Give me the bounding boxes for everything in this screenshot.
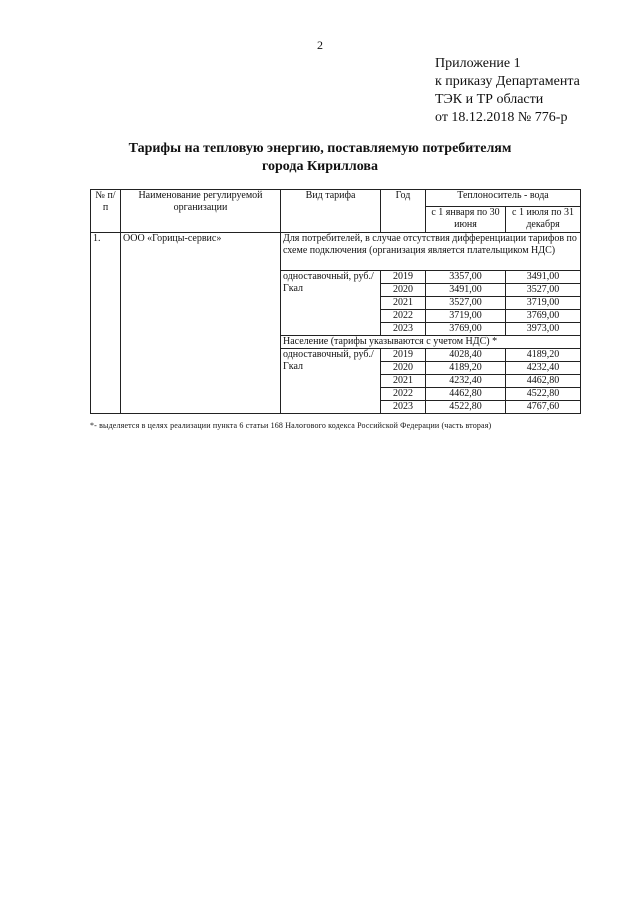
table-cell-value: 4232,40 xyxy=(506,362,581,375)
table-cell-value: 4767,60 xyxy=(506,401,581,414)
section-title: Для потребителей, в случае отсутствия дифференциации тарифов по схеме подключения (организация является плательщиком НДС) xyxy=(281,233,581,271)
header-tariff-kind: Вид тарифа xyxy=(281,190,381,233)
appendix-line: к приказу Департамента xyxy=(435,74,580,89)
appendix-line: от 18.12.2018 № 776-р xyxy=(435,110,568,125)
table-cell-year: 2022 xyxy=(381,310,426,323)
table-cell-year: 2020 xyxy=(381,284,426,297)
table-cell-value: 3527,00 xyxy=(506,284,581,297)
appendix-line: ТЭК и ТР области xyxy=(435,92,544,107)
table-cell-value: 4462,80 xyxy=(426,388,506,401)
tariff-kind: одноставочный, руб./Гкал xyxy=(281,349,381,414)
tariff-table xyxy=(90,189,581,414)
table-cell-year: 2023 xyxy=(381,401,426,414)
table-cell-value: 4522,80 xyxy=(426,401,506,414)
table-cell-year: 2021 xyxy=(381,375,426,388)
table-cell-value: 3491,00 xyxy=(426,284,506,297)
tariff-kind: одноставочный, руб./Гкал xyxy=(281,271,381,336)
table-cell-year: 2019 xyxy=(381,349,426,362)
title-line: Тарифы на тепловую энергию, поставляемую потребителям xyxy=(128,141,512,156)
organization-name: ООО «Горицы-сервис» xyxy=(121,233,281,414)
header-second-half: с 1 июля по 31 декабря xyxy=(506,207,581,233)
appendix-header xyxy=(435,55,580,127)
table-cell-year: 2020 xyxy=(381,362,426,375)
table-cell-value: 4232,40 xyxy=(426,375,506,388)
table-cell-value: 3769,00 xyxy=(506,310,581,323)
table-cell-year: 2021 xyxy=(381,297,426,310)
table-cell-year: 2023 xyxy=(381,323,426,336)
table-cell-value: 4189,20 xyxy=(426,362,506,375)
table-cell-value: 4462,80 xyxy=(506,375,581,388)
appendix-line: Приложение 1 xyxy=(435,56,521,71)
table-cell-year: 2019 xyxy=(381,271,426,284)
title-line: города Кириллова xyxy=(262,159,378,174)
header-first-half: с 1 января по 30 июня xyxy=(426,207,506,233)
table-cell-value: 3973,00 xyxy=(506,323,581,336)
section-title: Население (тарифы указываются с учетом НДС) * xyxy=(281,336,581,349)
header-heat-carrier: Теплоноситель - вода xyxy=(426,190,581,207)
table-cell-value: 3719,00 xyxy=(426,310,506,323)
table-cell-value: 3357,00 xyxy=(426,271,506,284)
table-cell-value: 4028,40 xyxy=(426,349,506,362)
table-cell-value: 3719,00 xyxy=(506,297,581,310)
header-year: Год xyxy=(381,190,426,233)
table-cell-year: 2022 xyxy=(381,388,426,401)
header-num: № п/п xyxy=(91,190,121,233)
table-cell-value: 3527,00 xyxy=(426,297,506,310)
table-cell-value: 4189,20 xyxy=(506,349,581,362)
document-title xyxy=(0,140,640,176)
table-cell-value: 3491,00 xyxy=(506,271,581,284)
table-cell-value: 4522,80 xyxy=(506,388,581,401)
page-number: 2 xyxy=(317,38,323,52)
footnote: *- выделяется в целях реализации пункта 6 статьи 168 Налогового кодекса Российской Федерации (часть вторая) xyxy=(90,421,492,430)
header-organization: Наименование регулируемой организации xyxy=(121,190,281,233)
table-cell-value: 3769,00 xyxy=(426,323,506,336)
row-number: 1. xyxy=(91,233,121,414)
